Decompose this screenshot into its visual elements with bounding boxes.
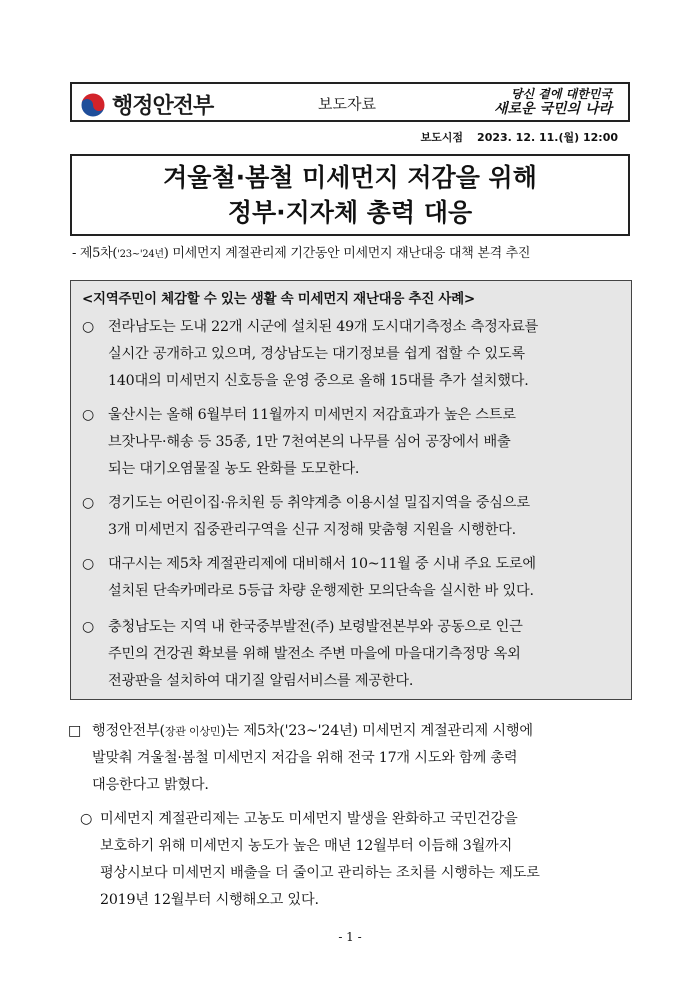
release-datetime: 2023. 12. 11.(월) 12:00: [477, 131, 618, 144]
case-item: [82, 402, 626, 483]
taegeuk-emblem-icon: [80, 92, 106, 118]
body-text: 행정안전부(: [92, 723, 165, 739]
square-bullet-icon: □: [68, 723, 82, 739]
case-line: 전라남도는 도내 22개 시군에 설치된 49개 도시대기측정소 측정자료를: [108, 319, 539, 335]
case-line: 주민의 건강권 확보를 위해 발전소 주변 마을에 마을대기측정망 옥외: [108, 646, 521, 662]
subtitle-period: '23~'24년: [117, 249, 164, 260]
case-line: 140대의 미세먼지 신호등을 운영 중으로 올해 15대를 추가 설치했다.: [108, 373, 529, 389]
page-number: - 1 -: [338, 930, 362, 944]
circle-bullet-icon: ○: [82, 495, 95, 511]
circle-bullet-icon: ○: [82, 619, 95, 635]
case-line: 3개 미세먼지 집중관리구역을 신규 지정해 맞춤형 지원을 시행한다.: [108, 522, 516, 538]
ministry-name: 행정안전부: [112, 94, 214, 119]
body-line: 평상시보다 미세먼지 배출을 더 줄이고 관리하는 조치를 시행하는 제도로: [100, 865, 540, 881]
case-item: [82, 614, 626, 695]
body-text: )는 제5차('23~'24년) 미세먼지 계절관리제 시행에: [220, 723, 533, 739]
headline-line-2: 정부·지자체 총력 대응: [227, 198, 473, 227]
case-line: 전광판을 설치하여 대기질 알림서비스를 제공한다.: [108, 673, 414, 689]
slogan-line-1: 당신 곁에 대한민국: [510, 87, 612, 101]
circle-bullet-icon: ○: [82, 319, 95, 335]
body-line: 2019년 12월부터 시행해오고 있다.: [100, 892, 319, 908]
release-label: 보도시점: [420, 131, 464, 144]
case-line: 울산시는 올해 6월부터 11월까지 미세먼지 저감효과가 높은 스트로: [108, 407, 516, 423]
case-item: [82, 314, 626, 395]
case-item: [82, 551, 626, 605]
body-paragraph-2: [100, 806, 640, 914]
case-line: 대구시는 제5차 계절관리제에 대비해서 10~11월 중 시내 주요 도로에: [108, 556, 536, 572]
circle-bullet-icon: ○: [82, 407, 95, 423]
doc-type-label: 보도자료: [318, 95, 376, 113]
minister-name: 장관 이상민: [164, 725, 221, 738]
case-item: [82, 490, 626, 544]
case-line: 경기도는 어린이집·유치원 등 취약계층 이용시설 밀집지역을 중심으로: [108, 495, 530, 511]
case-line: 실시간 공개하고 있으며, 경상남도는 대기정보를 쉽게 접할 수 있도록: [108, 346, 525, 362]
case-line: 충청남도는 지역 내 한국중부발전(주) 보령발전본부와 공동으로 인근: [108, 619, 523, 635]
case-line: 브잣나무·해송 등 35종, 1만 7천여본의 나무를 심어 공장에서 배출: [108, 434, 511, 450]
case-line: 되는 대기오염물질 농도 완화를 도모한다.: [108, 461, 360, 477]
body-line: 발맞춰 겨울철·봄철 미세먼지 저감을 위해 전국 17개 시도와 함께 총력: [92, 750, 518, 766]
case-line: 설치된 단속카메라로 5등급 차량 운행제한 모의단속을 실시한 바 있다.: [108, 583, 534, 599]
body-line: 보호하기 위해 미세먼지 농도가 높은 매년 12월부터 이듬해 3월까지: [100, 838, 513, 854]
body-line: 미세먼지 계절관리제는 고농도 미세먼지 발생을 완화하고 국민건강을: [100, 811, 518, 827]
case-examples-title: <지역주민이 체감할 수 있는 생활 속 미세먼지 재난대응 추진 사례>: [82, 291, 475, 307]
circle-bullet-icon: ○: [82, 556, 95, 572]
document-header: [70, 82, 630, 122]
government-slogan: [472, 87, 612, 119]
headline-box: [70, 154, 630, 236]
subtitle-suffix: ) 미세먼지 계절관리제 기간동안 미세먼지 재난대응 대책 본격 추진: [163, 246, 531, 261]
release-time: [421, 129, 618, 145]
ministry-logo: [80, 89, 213, 120]
circle-bullet-icon: ○: [80, 811, 93, 827]
subtitle-prefix: - 제5차(: [72, 246, 118, 261]
body-line: [92, 718, 632, 745]
subtitle: [72, 242, 642, 261]
slogan-line-2: 새로운 국민의 나라: [494, 101, 612, 117]
body-paragraph-1: [92, 718, 632, 799]
headline-line-1: 겨울철·봄철 미세먼지 저감을 위해: [163, 163, 537, 192]
body-line: 대응한다고 밝혔다.: [92, 777, 209, 793]
